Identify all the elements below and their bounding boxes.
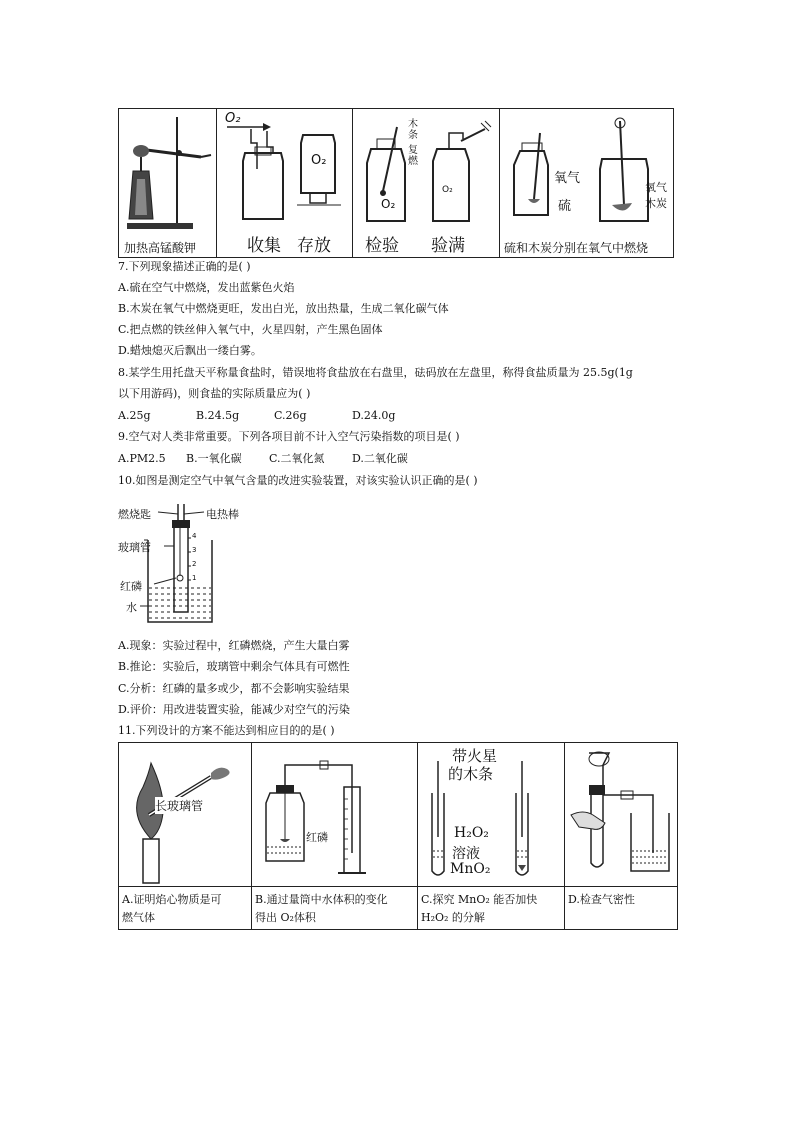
- candle-flame-drawing: [119, 743, 251, 886]
- q10-option-b: B.推论：实验后，玻璃管中剩余气体具有可燃性: [118, 660, 350, 673]
- caption-design-b-line1: B.通过量筒中水体积的变化: [255, 893, 388, 906]
- q10-option-d: D.评价：用改进装置实验，能减少对空气的污染: [118, 703, 350, 716]
- caption-design-d: [565, 887, 678, 930]
- q7-option-d: D.蜡烛熄灭后飘出一缕白雾。: [118, 344, 262, 357]
- cylinder-drawing: [252, 743, 417, 886]
- q8-stem-line1: 8.某学生用托盘天平称量食盐时，错误地将食盐放在右盘里，砝码放在左盘里，称得食盐质量为 25.5g(1g: [118, 366, 633, 379]
- label-splint-2: 的木条: [448, 765, 494, 783]
- collect-store-drawing: [217, 109, 352, 257]
- q7-option-b: B.木炭在氧气中燃烧更旺，发出白光，放出热量，生成二氧化碳气体: [118, 302, 449, 315]
- q8-stem-line2: 以下用游码)，则食盐的实际质量应为( ): [118, 387, 311, 400]
- caption-design-d-line2: [565, 907, 677, 911]
- label-test: 检验: [365, 236, 399, 256]
- q9-stem: 9.空气对人类非常重要。下列各项目前不计入空气污染指数的项目是( ): [118, 430, 460, 443]
- label-charcoal: 木炭: [645, 197, 667, 210]
- label-collect: 收集: [247, 236, 281, 256]
- q9-option-d: D.二氧化碳: [352, 452, 408, 465]
- label-mark-1: 1: [192, 574, 197, 582]
- figure-table-designs: [118, 742, 678, 930]
- label-mark-3: 3: [192, 546, 197, 554]
- label-red-p: 红磷: [306, 831, 328, 844]
- label-full: 验满: [431, 236, 465, 256]
- caption-design-b-line2: 得出 O₂体积: [255, 911, 316, 924]
- cell-sulfur-charcoal: [500, 109, 674, 258]
- label-store: 存放: [297, 236, 331, 256]
- label-sulfur: 硫: [558, 199, 572, 214]
- caption-design-a: [119, 887, 252, 930]
- label-o2-small: O₂: [442, 185, 453, 195]
- label-mark-2: 2: [192, 560, 197, 568]
- q10-option-c: C.分析：红磷的量多或少，都不会影响实验结果: [118, 682, 350, 695]
- label-h2o2: H₂O₂: [454, 825, 489, 841]
- label-heater: 电热棒: [206, 508, 239, 521]
- caption-design-a-line1: A.证明焰心物质是可: [122, 893, 222, 906]
- caption-design-c-line1: C.探究 MnO₂ 能否加快: [421, 893, 538, 906]
- caption-sulfur-charcoal: 硫和木炭分别在氧气中燃烧: [504, 241, 649, 255]
- cell-design-c: [418, 743, 565, 887]
- q9-option-c: C.二氧化氮: [269, 452, 325, 465]
- caption-heat-kmno4: 加热高锰酸钾: [124, 241, 197, 255]
- caption-design-c-line2: H₂O₂ 的分解: [421, 911, 485, 924]
- label-tube: 玻璃管: [118, 541, 151, 554]
- label-mno2: MnO₂: [450, 861, 491, 877]
- cell-design-a: [119, 743, 252, 887]
- label-mark-4: 4: [192, 532, 197, 540]
- cell-heat-kmno4: [119, 109, 217, 258]
- q8-option-d: D.24.0g: [352, 409, 396, 422]
- q10-option-a: A.现象：实验过程中，红磷燃烧，产生大量白雾: [118, 639, 350, 652]
- q10-stem: 10.如图是测定空气中氧气含量的改进实验装置，对该实验认识正确的是( ): [118, 474, 478, 487]
- cell-design-d: [565, 743, 678, 887]
- q7-option-c: C.把点燃的铁丝伸入氧气中，火星四射，产生黑色固体: [118, 323, 383, 336]
- cell-test-full: [353, 109, 500, 258]
- label-stick-1: 木条: [408, 119, 418, 141]
- label-oxygen-2: 氧气: [645, 181, 667, 194]
- label-o2-bottle: O₂: [311, 153, 327, 168]
- label-splint-1: 带火星: [452, 747, 498, 765]
- label-spoon: 燃烧匙: [118, 508, 151, 521]
- q8-option-c: C.26g: [274, 409, 307, 422]
- q8-option-b: B.24.5g: [196, 409, 240, 422]
- label-long-tube: 长玻璃管: [155, 799, 204, 813]
- cell-collect-store: [217, 109, 353, 258]
- cell-design-b: [252, 743, 418, 887]
- label-solution: 溶液: [452, 846, 480, 862]
- q8-option-a: A.25g: [118, 409, 151, 422]
- figure-table-oxygen: [118, 108, 674, 258]
- kmno4-apparatus-drawing: [119, 109, 216, 239]
- label-stick-2: 复燃: [408, 145, 418, 167]
- caption-design-a-line2: 燃气体: [122, 911, 155, 924]
- q10-apparatus-figure: [118, 498, 258, 630]
- caption-design-b: [252, 887, 418, 930]
- label-phosphorus: 红磷: [120, 580, 142, 593]
- q7-option-a: A.硫在空气中燃烧，发出蓝紫色火焰: [118, 281, 295, 294]
- q7-stem: 7.下列现象描述正确的是( ): [118, 260, 251, 273]
- q11-stem: 11.下列设计的方案不能达到相应目的的是( ): [118, 724, 335, 737]
- caption-design-d-line1: D.检查气密性: [568, 893, 635, 906]
- label-o2-arrow: O₂: [225, 111, 241, 126]
- q9-option-b: B.一氧化碳: [186, 452, 242, 465]
- sulfur-charcoal-drawing: [500, 109, 673, 239]
- airtight-check-drawing: [565, 743, 677, 886]
- caption-design-c: [418, 887, 565, 930]
- q9-option-a: A.PM2.5: [118, 452, 166, 465]
- label-water: 水: [126, 601, 137, 614]
- label-oxygen-1: 氧气: [554, 171, 581, 186]
- label-o2-test: O₂: [381, 197, 396, 211]
